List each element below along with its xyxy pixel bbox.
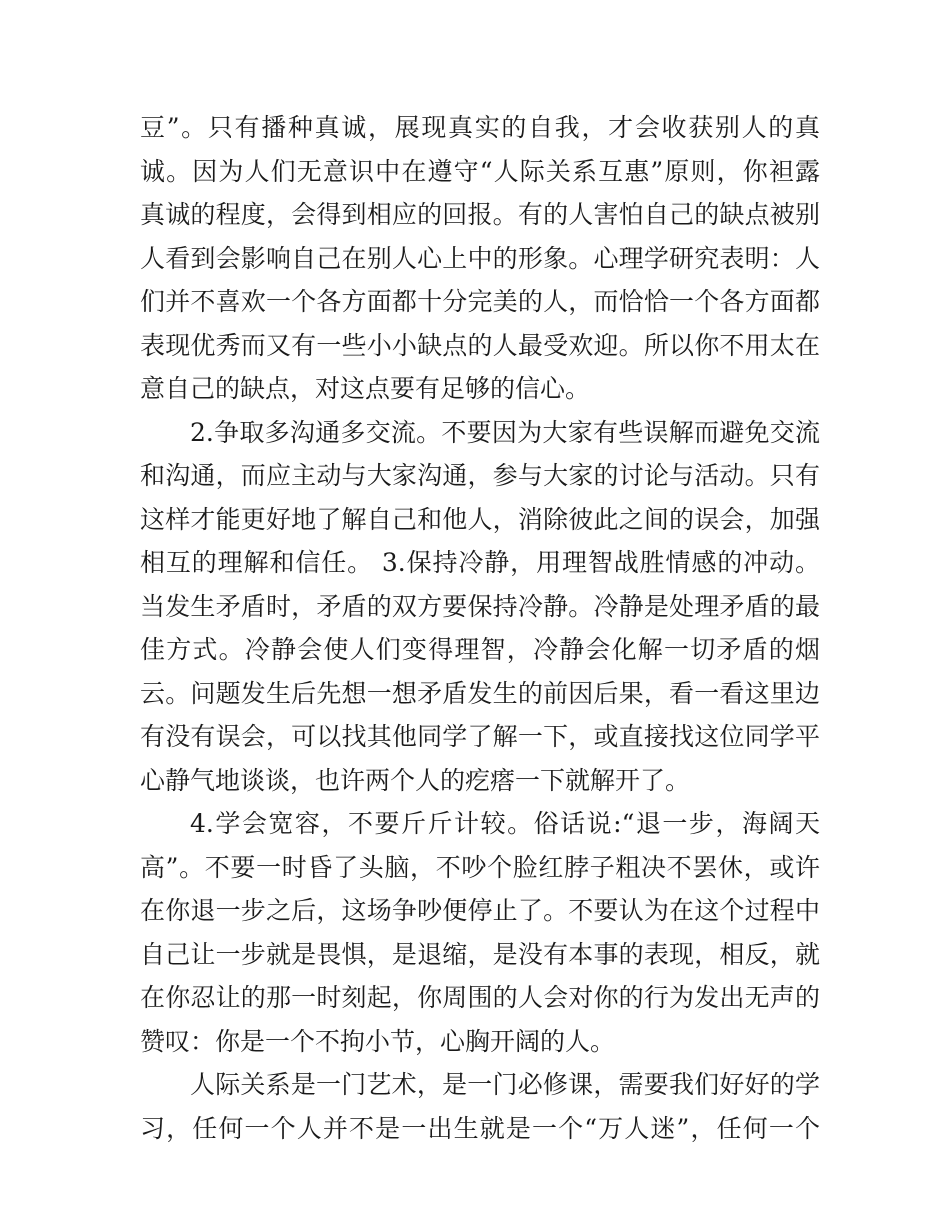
text-line: 意自己的缺点，对这点要有足够的信心。	[140, 374, 591, 403]
text-line: 诚。因为人们无意识中在遵守“人际关系互惠”原则，你袒露	[140, 156, 820, 186]
text-line: 心静气地谈谈，也许两个人的疙瘩一下就解开了。	[140, 765, 691, 795]
text-line: 人看到会影响自己在别人心上中的形象。心理学研究表明：人	[140, 243, 820, 273]
text-line: 真诚的程度，会得到相应的回报。有的人害怕自己的缺点被别	[140, 200, 820, 229]
text-line: 习，任何一个人并不是一出生就是一个“万人迷”，任何一个	[140, 1113, 820, 1143]
text-line: 自己让一步就是畏惧，是退缩，是没有本事的表现，相反，就	[140, 939, 820, 969]
document-body	[140, 106, 820, 1150]
text-line: 4.学会宽容，不要斤斤计较。俗话说:“退一步，海阔天	[190, 809, 820, 838]
text-line: 佳方式。冷静会使人们变得理智，冷静会化解一切矛盾的烟	[140, 635, 820, 664]
text-line: 2.争取多沟通多交流。不要因为大家有些误解而避免交流	[190, 417, 820, 447]
text-line: 赞叹：你是一个不拘小节，心胸开阔的人。	[140, 1026, 616, 1056]
text-line: 云。问题发生后先想一想矛盾发生的前因后果，看一看这里边	[140, 678, 820, 708]
text-line: 和沟通，而应主动与大家沟通，参与大家的讨论与活动。只有	[140, 461, 820, 490]
text-line: 在你退一步之后，这场争吵便停止了。不要认为在这个过程中	[140, 896, 820, 925]
text-line: 们并不喜欢一个各方面都十分完美的人，而恰恰一个各方面都	[140, 287, 820, 316]
text-line: 当发生矛盾时，矛盾的双方要保持冷静。冷静是处理矛盾的最	[140, 591, 820, 621]
text-line: 在你忍让的那一时刻起，你周围的人会对你的行为发出无声的	[140, 983, 820, 1012]
text-line: 相互的理解和信任。 3.保持冷静，用理智战胜情感的冲动。	[140, 548, 820, 577]
text-line: 豆”。只有播种真诚，展现真实的自我，才会收获别人的真	[140, 113, 820, 142]
text-line: 有没有误会，可以找其他同学了解一下，或直接找这位同学平	[140, 722, 820, 751]
text-line: 表现优秀而又有一些小小缺点的人最受欢迎。所以你不用太在	[140, 330, 820, 360]
text-line: 高”。不要一时昏了头脑，不吵个脸红脖子粗决不罢休，或许	[140, 852, 820, 882]
text-line: 人际关系是一门艺术，是一门必修课，需要我们好好的学	[190, 1070, 820, 1099]
text-line: 这样才能更好地了解自己和他人，消除彼此之间的误会，加强	[140, 504, 820, 534]
